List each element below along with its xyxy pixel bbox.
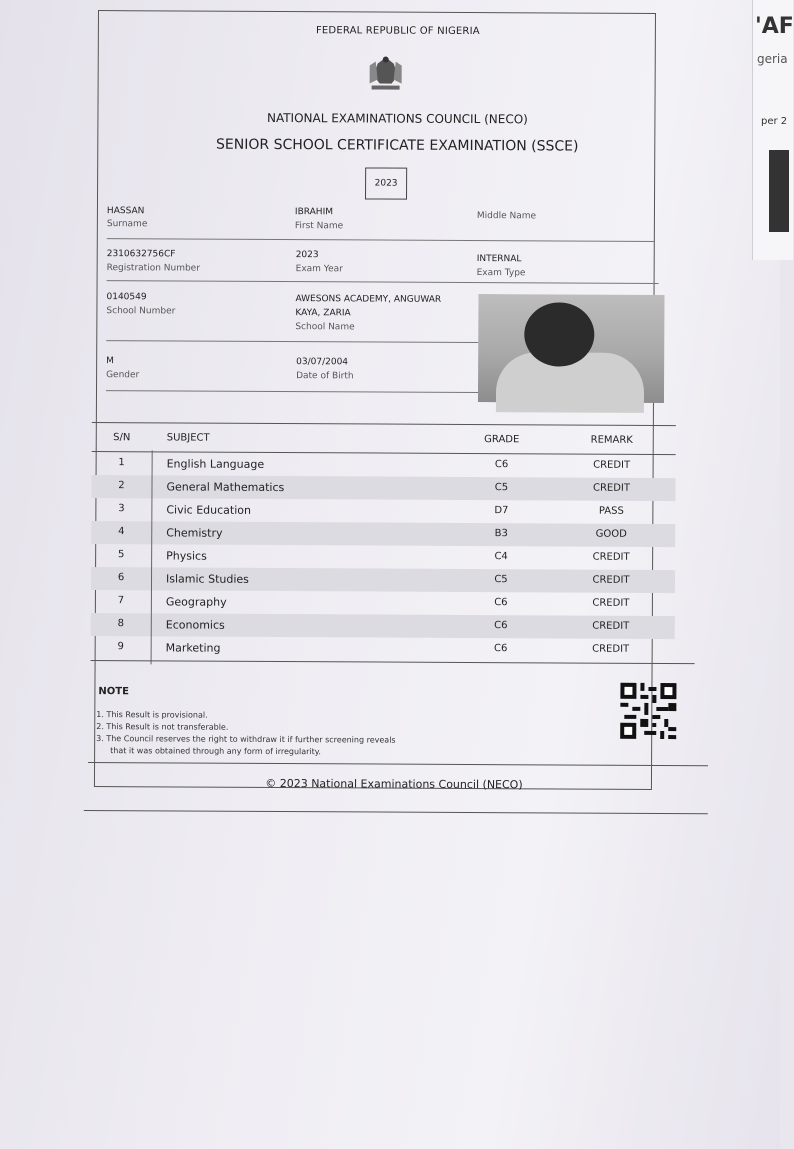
adjacent-sheet-text: geria — [757, 52, 788, 66]
exam-title: SENIOR SCHOOL CERTIFICATE EXAMINATION (SSCE) — [216, 136, 579, 155]
school-name-line-1: AWESONS ACADEMY, ANGUWAR — [295, 294, 442, 305]
row-subject: Marketing — [165, 641, 221, 655]
row-subject: General Mathematics — [166, 480, 285, 495]
qr-code-icon — [620, 683, 676, 739]
exam-year-value: 2023 — [295, 250, 319, 261]
row-remark: CREDIT — [593, 459, 631, 471]
row-subject: Chemistry — [166, 526, 223, 540]
coat-of-arms-icon — [364, 53, 408, 91]
school-number-label: School Number — [106, 306, 176, 317]
adjacent-sheet — [752, 0, 793, 260]
row-subject: English Language — [166, 457, 265, 471]
row-grade: C6 — [494, 620, 508, 632]
school-number-value: 0140549 — [106, 292, 147, 303]
candidate-photo — [478, 294, 665, 403]
row-subject: Islamic Studies — [165, 572, 249, 586]
note-item: 2. This Result is not transferable. — [96, 722, 229, 732]
exam-type-value: INTERNAL — [476, 254, 522, 265]
row-remark: PASS — [598, 505, 624, 517]
year-box: 2023 — [365, 167, 407, 199]
table-row — [91, 521, 675, 547]
row-remark: CREDIT — [592, 482, 631, 494]
exam-year-label: Exam Year — [295, 264, 343, 275]
dob-label: Date of Birth — [296, 371, 354, 382]
row-sn: 2 — [118, 480, 125, 492]
country-title: FEDERAL REPUBLIC OF NIGERIA — [315, 25, 480, 38]
table-row — [91, 590, 675, 616]
note-item: 3. The Council reserves the right to withdraw it if further screening reveals — [96, 734, 396, 745]
reg-number-label: Registration Number — [106, 263, 200, 274]
adjacent-sheet-heading: 'AF — [755, 14, 794, 39]
middle-name-label: Middle Name — [476, 211, 537, 222]
header-sn: S/N — [113, 432, 131, 444]
row-grade: C5 — [494, 574, 508, 586]
table-row — [91, 613, 675, 639]
row-subject: Physics — [166, 549, 207, 563]
school-name-line-2: KAYA, ZARIA — [295, 308, 351, 319]
school-name-label: School Name — [295, 322, 355, 333]
gender-label: Gender — [106, 370, 140, 381]
results-table-header — [92, 422, 676, 455]
row-remark: CREDIT — [592, 597, 630, 609]
row-sn: 6 — [117, 572, 125, 584]
adjacent-sheet-dark-block — [769, 150, 789, 232]
reg-number-value: 2310632756CF — [106, 249, 176, 260]
row-grade: C4 — [494, 551, 508, 563]
header-subject: SUBJECT — [166, 432, 210, 444]
table-row — [91, 498, 675, 524]
results-table — [91, 422, 676, 662]
dob-value: 03/07/2004 — [296, 357, 349, 368]
document-bottom-border — [84, 810, 708, 814]
row-grade: C6 — [493, 643, 508, 655]
header-remark: REMARK — [590, 434, 633, 446]
table-row — [91, 636, 675, 662]
row-sn: 4 — [118, 526, 125, 538]
row-grade: C6 — [494, 597, 508, 609]
row-sn: 9 — [117, 641, 124, 653]
surname-value: HASSAN — [106, 206, 145, 217]
row-sn: 5 — [117, 549, 125, 561]
row-grade: C5 — [494, 482, 509, 494]
first-name-value: IBRAHIM — [294, 207, 334, 218]
row-sn: 3 — [118, 503, 125, 515]
row-subject: Civic Education — [166, 503, 252, 517]
header-grade: GRADE — [484, 434, 520, 446]
row-sn: 7 — [117, 595, 125, 607]
note-title: NOTE — [98, 686, 129, 698]
table-row — [91, 567, 675, 593]
row-remark: CREDIT — [592, 620, 630, 632]
row-grade: C6 — [494, 459, 509, 471]
first-name-label: First Name — [294, 221, 344, 232]
photo-head-shape — [524, 302, 594, 366]
row-sn: 8 — [117, 618, 125, 630]
table-row — [91, 475, 675, 501]
table-row — [91, 544, 675, 570]
note-item: 1. This Result is provisional. — [96, 710, 208, 720]
gender-value: M — [106, 356, 114, 367]
row-remark: CREDIT — [592, 551, 630, 563]
row-remark: GOOD — [595, 528, 627, 540]
footer-copyright: © 2023 National Examinations Council (NECO) — [265, 776, 523, 792]
result-document — [84, 10, 708, 817]
table-row — [92, 452, 676, 478]
row-subject: Geography — [165, 595, 227, 609]
row-sn: 1 — [118, 457, 125, 469]
row-grade: B3 — [494, 528, 508, 540]
row-remark: CREDIT — [592, 574, 630, 586]
row-remark: CREDIT — [592, 643, 630, 655]
adjacent-sheet-caption: per 2 — [761, 116, 788, 127]
exam-type-label: Exam Type — [476, 268, 526, 279]
row-grade: D7 — [494, 505, 509, 517]
note-item: that it was obtained through any form of irregularity. — [110, 746, 321, 757]
surname-label: Surname — [106, 219, 148, 230]
row-subject: Economics — [165, 618, 225, 632]
council-title: NATIONAL EXAMINATIONS COUNCIL (NECO) — [266, 110, 528, 127]
